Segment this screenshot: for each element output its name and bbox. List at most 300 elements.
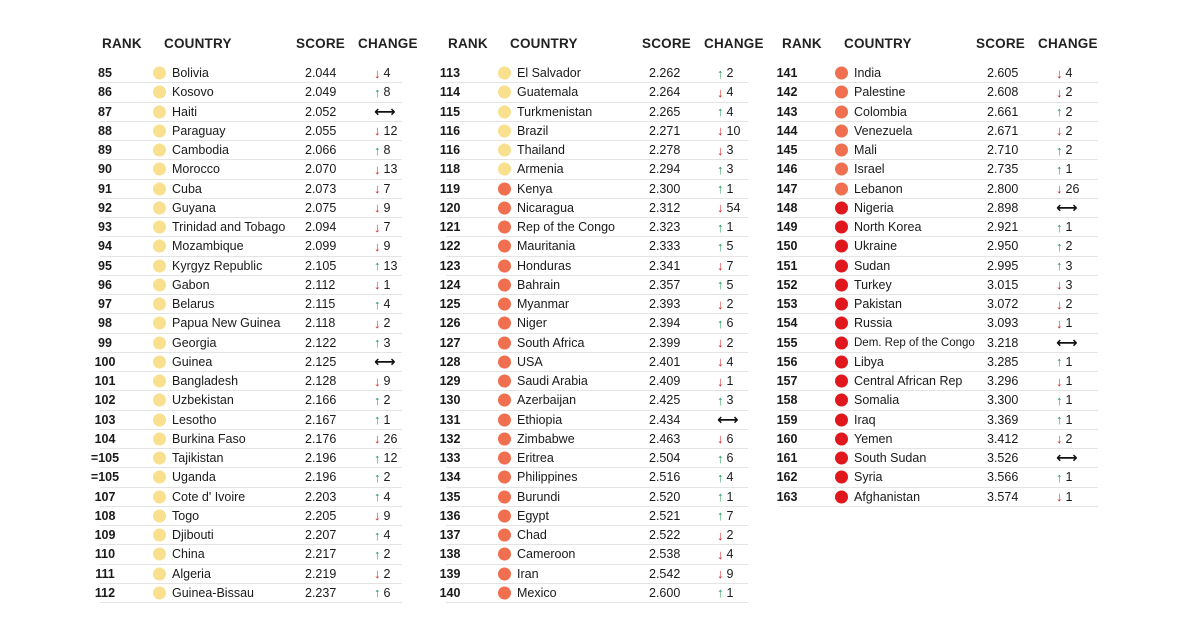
status-dot-icon [153, 529, 166, 542]
table-row [776, 430, 1098, 449]
table-row [100, 334, 402, 353]
arrow-down-icon: ↓ [1056, 315, 1063, 331]
score-cell: 2.196 [305, 470, 337, 485]
status-dot-icon [498, 259, 511, 272]
change-cell [1056, 451, 1081, 466]
change-cell [374, 278, 390, 292]
change-value: 13 [383, 258, 398, 273]
change-value: 2 [383, 470, 391, 485]
change-cell [374, 509, 390, 523]
arrow-up-icon: ↑ [717, 181, 724, 197]
score-cell: 3.296 [987, 374, 1019, 389]
arrow-up-icon: ↑ [1056, 392, 1063, 408]
change-cell [1056, 316, 1072, 330]
country-cell: Venezuela [854, 123, 913, 138]
rank-cell: 128 [439, 354, 461, 369]
score-cell: 2.463 [649, 431, 681, 446]
country-cell: Burundi [517, 489, 561, 504]
change-cell [717, 239, 733, 253]
arrow-down-icon: ↓ [374, 315, 381, 331]
arrow-down-icon: ↓ [717, 373, 724, 389]
change-cell [1056, 335, 1081, 350]
score-cell: 2.219 [305, 566, 337, 581]
arrow-down-icon: ↓ [374, 431, 381, 447]
country-cell: Cambodia [172, 143, 229, 158]
score-cell: 2.898 [987, 200, 1019, 215]
score-cell: 2.167 [305, 412, 337, 427]
score-cell: 2.538 [649, 547, 681, 562]
score-cell: 2.995 [987, 258, 1019, 273]
score-cell: 2.504 [649, 451, 681, 466]
table-row [439, 199, 748, 218]
table-row [776, 295, 1098, 314]
score-cell: 2.265 [649, 104, 681, 119]
table-row [94, 430, 402, 449]
country-cell: Lesotho [172, 412, 217, 427]
score-cell: 3.574 [987, 489, 1019, 504]
country-cell: Israel [854, 162, 885, 177]
score-cell: 2.542 [649, 566, 681, 581]
arrow-up-icon: ↑ [374, 489, 381, 505]
arrow-up-icon: ↑ [717, 161, 724, 177]
change-value: 4 [726, 354, 734, 369]
change-cell [717, 316, 733, 330]
score-cell: 2.049 [305, 85, 337, 100]
status-dot-icon [498, 413, 511, 426]
rank-cell: 113 [439, 66, 461, 81]
score-cell: 2.128 [305, 374, 337, 389]
score-cell: 2.207 [305, 528, 337, 543]
table-row [776, 122, 1098, 141]
arrow-down-icon: ↓ [717, 431, 724, 447]
table-row [94, 391, 402, 410]
table-row [439, 545, 748, 564]
status-dot-icon [153, 490, 166, 503]
arrow-down-icon: ↓ [374, 238, 381, 254]
change-cell [374, 354, 399, 369]
change-cell [1056, 105, 1072, 119]
change-value: 3 [726, 162, 734, 177]
arrow-up-icon: ↑ [374, 527, 381, 543]
rank-cell: =105 [90, 451, 120, 466]
change-cell [374, 470, 390, 484]
arrow-up-icon: ↑ [1056, 104, 1063, 120]
change-cell [717, 451, 733, 465]
score-cell: 2.176 [305, 431, 337, 446]
country-cell: Tajikistan [172, 451, 224, 466]
rank-cell: 123 [439, 258, 461, 273]
table-row [439, 160, 748, 179]
change-cell [1056, 278, 1072, 292]
arrow-down-icon: ↓ [717, 296, 724, 312]
table-row [439, 218, 748, 237]
score-cell: 2.323 [649, 220, 681, 235]
score-cell: 2.118 [305, 316, 336, 331]
table-row [776, 180, 1098, 199]
table-rows [439, 64, 748, 603]
table-row [439, 391, 748, 410]
rank-cell: 111 [95, 566, 115, 581]
change-value: 1 [1065, 470, 1073, 485]
table-row [100, 122, 402, 141]
score-cell: 3.412 [987, 431, 1019, 446]
table-row [100, 141, 402, 160]
change-cell [717, 374, 733, 388]
status-dot-icon [153, 432, 166, 445]
score-cell: 2.735 [987, 162, 1019, 177]
table-row [776, 411, 1098, 430]
status-dot-icon [498, 86, 511, 99]
score-cell: 2.196 [305, 451, 337, 466]
table-row [439, 449, 748, 468]
status-dot-icon [153, 163, 166, 176]
change-value: 1 [726, 220, 734, 235]
rank-cell: 90 [98, 162, 112, 177]
arrow-down-icon: ↓ [717, 84, 724, 100]
rank-cell: 125 [439, 297, 461, 312]
change-header: CHANGE [704, 36, 764, 51]
rank-cell: =105 [90, 470, 120, 485]
table-row [439, 430, 748, 449]
country-cell: Guinea-Bissau [172, 585, 254, 600]
status-dot-icon [498, 124, 511, 137]
score-cell: 2.333 [649, 239, 681, 254]
rank-cell: 158 [776, 393, 798, 408]
score-cell: 2.341 [649, 258, 681, 273]
country-cell: Colombia [854, 104, 907, 119]
table-column-1 [90, 36, 418, 601]
status-dot-icon [153, 317, 166, 330]
table-row [776, 353, 1098, 372]
arrow-down-icon: ↓ [717, 258, 724, 274]
country-cell: Morocco [172, 162, 220, 177]
table-row [439, 276, 748, 295]
country-header: COUNTRY [164, 36, 232, 51]
change-value: 9 [726, 566, 734, 581]
arrow-down-icon: ↓ [717, 142, 724, 158]
country-cell: Guatemala [517, 85, 579, 100]
change-cell [374, 162, 397, 176]
change-value: 2 [1065, 431, 1073, 446]
status-dot-icon [498, 221, 511, 234]
score-cell: 2.278 [649, 143, 681, 158]
rank-cell: 88 [98, 123, 112, 138]
change-cell [717, 297, 733, 311]
rank-cell: 156 [776, 354, 798, 369]
rank-cell: 136 [439, 508, 461, 523]
table-row [439, 372, 748, 391]
table-row [100, 295, 402, 314]
country-cell: USA [517, 354, 543, 369]
score-cell: 3.072 [987, 297, 1019, 312]
rank-cell: 133 [439, 451, 461, 466]
change-value: 9 [383, 374, 391, 389]
change-value: 3 [383, 335, 391, 350]
country-cell: Ukraine [854, 239, 898, 254]
change-value: 26 [383, 431, 398, 446]
change-value: 4 [726, 547, 734, 562]
arrow-up-icon: ↑ [1056, 258, 1063, 274]
status-dot-icon [835, 240, 848, 253]
change-cell [1056, 355, 1072, 369]
change-value: 12 [383, 451, 398, 466]
status-dot-icon [153, 413, 166, 426]
change-cell [374, 451, 397, 465]
rank-cell: 99 [98, 335, 112, 350]
status-dot-icon [153, 259, 166, 272]
country-cell: Pakistan [854, 297, 902, 312]
arrow-up-icon: ↑ [374, 585, 381, 601]
status-dot-icon [153, 586, 166, 599]
table-row [776, 276, 1098, 295]
table-row [100, 218, 402, 237]
change-cell [717, 547, 733, 561]
score-cell: 2.075 [305, 200, 337, 215]
status-dot-icon [835, 432, 848, 445]
change-cell [717, 278, 733, 292]
arrow-up-icon: ↑ [374, 296, 381, 312]
arrow-down-icon: ↓ [717, 335, 724, 351]
country-cell: South Africa [517, 335, 585, 350]
arrow-up-icon: ↑ [1056, 238, 1063, 254]
country-cell: Haiti [172, 104, 198, 119]
table-row [100, 199, 402, 218]
arrow-down-icon: ↓ [374, 161, 381, 177]
change-cell [374, 143, 390, 157]
change-value: 9 [383, 239, 391, 254]
country-cell: Mali [854, 143, 877, 158]
arrow-down-icon: ↓ [1056, 431, 1063, 447]
score-cell: 3.566 [987, 470, 1019, 485]
country-cell: Algeria [172, 566, 211, 581]
score-cell: 2.105 [305, 258, 337, 273]
change-value: 1 [383, 277, 391, 292]
arrow-down-icon: ↓ [1056, 373, 1063, 389]
arrow-up-icon: ↑ [717, 392, 724, 408]
table-row [439, 64, 748, 83]
change-value: 2 [1065, 239, 1073, 254]
status-dot-icon [835, 124, 848, 137]
score-cell: 2.600 [649, 585, 681, 600]
change-header: CHANGE [358, 36, 418, 51]
country-cell: Eritrea [517, 451, 554, 466]
score-cell: 2.073 [305, 181, 337, 196]
score-cell: 2.125 [305, 354, 337, 369]
rank-cell: 150 [776, 239, 798, 254]
rank-cell: 153 [776, 297, 798, 312]
status-dot-icon [153, 298, 166, 311]
status-dot-icon [153, 86, 166, 99]
change-cell [374, 85, 390, 99]
arrow-up-icon: ↑ [374, 258, 381, 274]
change-cell [717, 182, 733, 196]
change-cell [1056, 182, 1079, 196]
rank-cell: 116 [439, 123, 461, 138]
change-value: 3 [1065, 258, 1073, 273]
table-row [439, 468, 748, 487]
change-cell [374, 413, 390, 427]
status-dot-icon [153, 509, 166, 522]
arrow-left-right-icon: ⟷ [374, 353, 396, 371]
country-cell: Bolivia [172, 66, 209, 81]
table-row [94, 411, 402, 430]
table-header [100, 36, 418, 56]
change-value: 54 [726, 200, 741, 215]
country-cell: India [854, 66, 882, 81]
change-cell [717, 432, 733, 446]
table-row [439, 526, 748, 545]
status-dot-icon [498, 240, 511, 253]
score-cell: 2.800 [987, 181, 1019, 196]
change-cell [374, 104, 399, 119]
table-row [439, 488, 748, 507]
rank-cell: 129 [439, 374, 461, 389]
table-row [776, 103, 1098, 122]
rank-cell: 148 [776, 200, 798, 215]
status-dot-icon [835, 105, 848, 118]
change-cell [717, 586, 733, 600]
table-row [94, 372, 402, 391]
table-row [439, 257, 748, 276]
table-row [776, 64, 1098, 83]
table-row [439, 83, 748, 102]
table-row [100, 83, 402, 102]
change-cell [374, 528, 390, 542]
change-value: 7 [383, 181, 391, 196]
score-cell: 2.122 [305, 335, 337, 350]
rank-cell: 139 [439, 566, 461, 581]
rank-cell: 152 [776, 277, 798, 292]
rank-cell: 162 [776, 470, 798, 485]
rank-cell: 120 [439, 200, 461, 215]
arrow-up-icon: ↑ [374, 392, 381, 408]
status-dot-icon [153, 278, 166, 291]
country-cell: Gabon [172, 277, 210, 292]
rank-cell: 147 [776, 181, 798, 196]
country-cell: Uganda [172, 470, 216, 485]
change-cell [374, 547, 390, 561]
change-cell [1056, 143, 1072, 157]
arrow-up-icon: ↑ [374, 335, 381, 351]
country-cell: Niger [517, 316, 547, 331]
arrow-up-icon: ↑ [374, 84, 381, 100]
score-cell: 2.671 [987, 123, 1019, 138]
country-cell: Central African Rep [854, 374, 963, 389]
status-dot-icon [835, 317, 848, 330]
arrow-down-icon: ↓ [374, 508, 381, 524]
score-cell: 2.312 [649, 200, 681, 215]
change-value: 2 [726, 335, 734, 350]
score-cell: 2.115 [305, 297, 336, 312]
status-dot-icon [835, 278, 848, 291]
score-cell: 2.399 [649, 335, 681, 350]
status-dot-icon [835, 221, 848, 234]
status-dot-icon [153, 105, 166, 118]
score-cell: 2.520 [649, 489, 681, 504]
arrow-up-icon: ↑ [374, 412, 381, 428]
table-row [90, 449, 402, 468]
change-value: 4 [383, 66, 391, 81]
change-value: 13 [383, 162, 398, 177]
change-value: 1 [726, 585, 734, 600]
status-dot-icon [498, 452, 511, 465]
change-cell [717, 220, 733, 234]
score-cell: 2.294 [649, 162, 681, 177]
change-cell [717, 85, 733, 99]
arrow-down-icon: ↓ [717, 566, 724, 582]
country-cell: Burkina Faso [172, 431, 246, 446]
status-dot-icon [835, 490, 848, 503]
change-value: 10 [726, 123, 741, 138]
country-cell: Somalia [854, 393, 900, 408]
status-dot-icon [498, 567, 511, 580]
table-row [439, 353, 748, 372]
table-row [94, 526, 402, 545]
status-dot-icon [153, 452, 166, 465]
rank-cell: 110 [94, 547, 116, 562]
change-value: 4 [383, 528, 391, 543]
country-cell: Iraq [854, 412, 876, 427]
change-value: 3 [1065, 277, 1073, 292]
score-cell: 2.066 [305, 143, 337, 158]
status-dot-icon [153, 548, 166, 561]
arrow-down-icon: ↓ [1056, 296, 1063, 312]
country-cell: Libya [854, 354, 884, 369]
status-dot-icon [498, 529, 511, 542]
rank-cell: 138 [439, 547, 461, 562]
arrow-down-icon: ↓ [374, 277, 381, 293]
status-dot-icon [153, 144, 166, 157]
score-cell: 2.401 [649, 354, 681, 369]
change-value: 2 [383, 566, 391, 581]
change-value: 6 [726, 316, 734, 331]
score-cell: 2.237 [305, 585, 337, 600]
status-dot-icon [835, 163, 848, 176]
arrow-down-icon: ↓ [374, 123, 381, 139]
status-dot-icon [498, 432, 511, 445]
status-dot-icon [835, 452, 848, 465]
rank-cell: 124 [439, 277, 461, 292]
score-cell: 2.425 [649, 393, 681, 408]
rank-cell: 100 [94, 354, 116, 369]
table-column-3 [776, 36, 1098, 505]
change-cell [374, 201, 390, 215]
country-cell: Mozambique [172, 239, 244, 254]
country-cell: Kosovo [172, 85, 214, 100]
change-cell [1056, 297, 1072, 311]
score-cell: 3.015 [987, 277, 1019, 292]
change-cell [717, 66, 733, 80]
status-dot-icon [835, 336, 848, 349]
score-cell: 2.950 [987, 239, 1019, 254]
table-row [439, 295, 748, 314]
arrow-down-icon: ↓ [374, 65, 381, 81]
change-value: 1 [726, 489, 734, 504]
change-cell [374, 374, 390, 388]
status-dot-icon [498, 163, 511, 176]
change-value: 6 [726, 431, 734, 446]
rank-cell: 103 [94, 412, 116, 427]
score-cell: 2.052 [305, 104, 337, 119]
change-cell [717, 355, 733, 369]
country-cell: Bahrain [517, 277, 561, 292]
status-dot-icon [835, 182, 848, 195]
change-value: 1 [1065, 374, 1073, 389]
change-value: 1 [1065, 316, 1073, 331]
rank-cell: 132 [439, 431, 461, 446]
change-value: 8 [383, 85, 391, 100]
country-cell: Guinea [172, 354, 213, 369]
